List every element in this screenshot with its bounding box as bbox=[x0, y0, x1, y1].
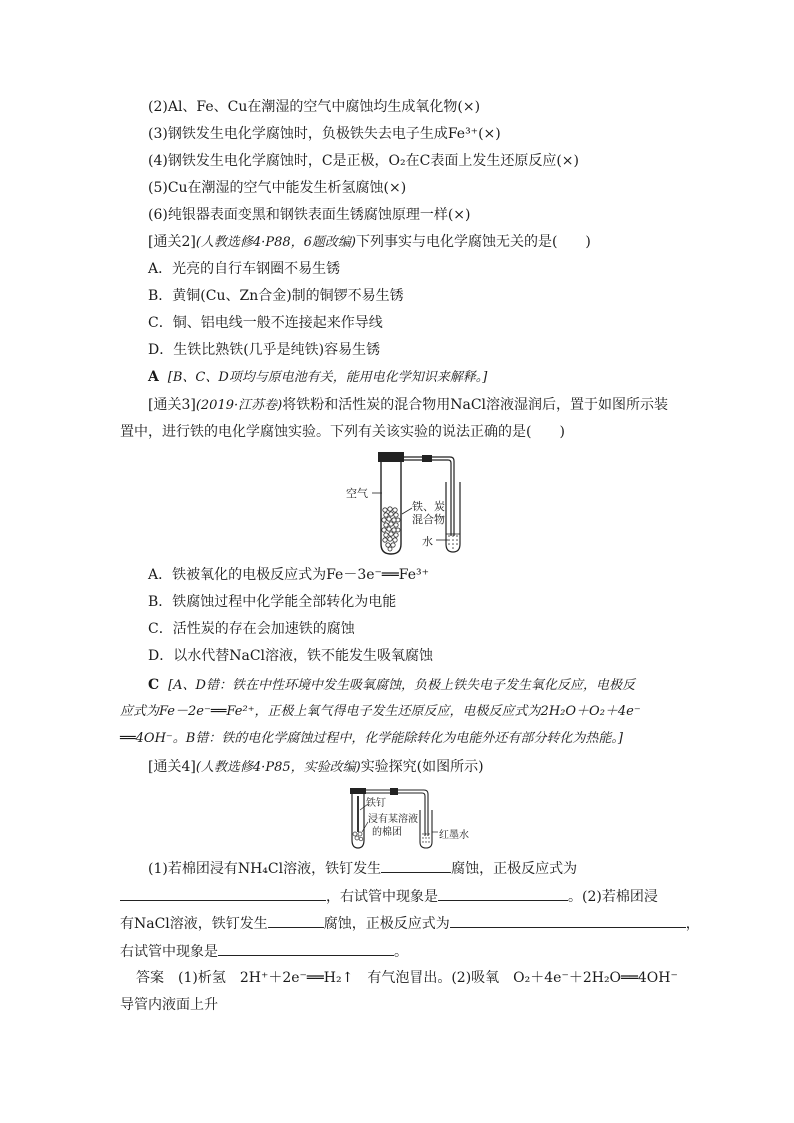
q3-stem-1: 将铁粉和活性炭的混合物用NaCl溶液湿润后，置于如图所示装 bbox=[282, 397, 669, 413]
iron-carbon-mixture bbox=[382, 507, 400, 551]
q3-option-b: B．铁腐蚀过程中化学能全部转化为电能 bbox=[148, 594, 397, 610]
q4-tag: [通关4] bbox=[148, 759, 196, 775]
q4-line2 bbox=[120, 886, 658, 906]
q2-stem: 下列事实与电化学腐蚀无关的是( ) bbox=[355, 234, 591, 250]
nail-experiment-figure bbox=[340, 782, 470, 852]
mix-leader bbox=[402, 508, 412, 514]
water-level bbox=[448, 535, 458, 549]
q3-option-d: D．以水代替NaCl溶液，铁不能发生吸氧腐蚀 bbox=[148, 648, 434, 664]
q3-option-a: A．铁被氧化的电极反应式为Fe－3e⁻══Fe³⁺ bbox=[148, 567, 430, 583]
small-test-tube bbox=[446, 482, 460, 552]
q2-option-a: A．光亮的自行车钢圈不易生锈 bbox=[148, 261, 341, 277]
q3-answer bbox=[148, 676, 635, 695]
q2-option-c: C．铜、铝电线一般不连接起来作导线 bbox=[148, 315, 383, 331]
mix-label-2: 混合物 bbox=[412, 513, 445, 526]
q4-text-3a: 有NaCl溶液，铁钉发生 bbox=[120, 916, 268, 932]
q4-stem: 实验探究(如图所示) bbox=[360, 759, 484, 775]
q4-answer-1: 答案 (1)析氢 2H⁺＋2e⁻══H₂↑ 有气泡冒出。(2)吸氧 O₂＋4e⁻＋2H₂O══4OH⁻ bbox=[136, 970, 678, 986]
q4-text-3b: 腐蚀，正极反应式为 bbox=[323, 916, 450, 932]
q4-answer-2: 导管内液面上升 bbox=[120, 997, 218, 1013]
q4-text-4a: 右试管中现象是 bbox=[120, 944, 218, 960]
q2-answer-letter: A bbox=[148, 369, 159, 385]
q4-line1 bbox=[148, 858, 577, 878]
q3-source: (2019·江苏卷) bbox=[195, 398, 283, 413]
judgement-2: (2)Al、Fe、Cu在潮湿的空气中腐蚀均生成氧化物(×) bbox=[148, 99, 481, 115]
judgement-5: (5)Cu在潮湿的空气中能发生析氢腐蚀(×) bbox=[148, 180, 407, 196]
q4-blank-2[interactable] bbox=[120, 886, 326, 901]
judgement-3: (3)钢铁发生电化学腐蚀时，负极铁失去电子生成Fe³⁺(×) bbox=[148, 126, 501, 142]
q2-option-d: D．生铁比熟铁(几乎是纯铁)容易生锈 bbox=[148, 342, 381, 358]
nail-label: 铁钉 bbox=[366, 798, 386, 809]
cotton-ball bbox=[353, 832, 363, 841]
q3-option-c: C．活性炭的存在会加速铁的腐蚀 bbox=[148, 621, 355, 637]
corrosion-apparatus-figure bbox=[346, 448, 480, 560]
q4-stem-line bbox=[148, 758, 484, 777]
q2-source: (人教选修4·P88，6题改编) bbox=[195, 235, 356, 250]
q3-answer-letter: C bbox=[148, 677, 160, 693]
q2-answer-note: [B、C、D项均与原电池有关，能用电化学知识来解释。] bbox=[167, 370, 488, 385]
q3-answer-note-1: [A、D错：铁在中性环境中发生吸氧腐蚀，负极上铁失电子发生氧化反应，电极反 bbox=[168, 678, 635, 693]
tube-joint bbox=[422, 455, 432, 462]
air-label: 空气 bbox=[346, 487, 368, 500]
red-ink bbox=[422, 833, 429, 842]
q4-text-1b: 腐蚀，正极反应式为 bbox=[451, 861, 578, 877]
q4-line3 bbox=[120, 913, 700, 933]
judgement-6: (6)纯银器表面变黑和钢铁表面生锈腐蚀原理一样(×) bbox=[148, 207, 471, 223]
cotton-label-1: 浸有某溶液 bbox=[368, 814, 418, 825]
q2-tag: [通关2] bbox=[148, 234, 196, 250]
mix-label-1: 铁、炭 bbox=[412, 500, 445, 513]
cotton-label-2: 的棉团 bbox=[372, 827, 402, 838]
q4-blank-5[interactable] bbox=[450, 913, 686, 928]
water-label: 水 bbox=[422, 535, 433, 548]
q4-text-3c: ， bbox=[685, 916, 700, 932]
q4-blank-6[interactable] bbox=[218, 941, 394, 956]
q2-stem-line bbox=[148, 233, 591, 252]
q2-option-b: B．黄铜(Cu、Zn合金)制的铜锣不易生锈 bbox=[148, 288, 404, 304]
q4-text-2a: ，右试管中现象是 bbox=[326, 889, 438, 905]
judgement-4: (4)钢铁发生电化学腐蚀时，C是正极，O₂在C表面上发生还原反应(×) bbox=[148, 153, 579, 169]
q4-blank-4[interactable] bbox=[268, 913, 324, 928]
q3-answer-note-3: ══4OH⁻。B错：铁的电化学腐蚀过程中，化学能除转化为电能外还有部分转化为热能。] bbox=[120, 731, 623, 746]
q3-answer-note-2: 应式为Fe－2e⁻══Fe²⁺，正极上氧气得电子发生还原反应，电极反应式为2H₂O＋O₂＋4e⁻ bbox=[120, 704, 641, 719]
q4-text-2b: 。(2)若棉团浸 bbox=[568, 889, 658, 905]
ink-label: 红墨水 bbox=[439, 830, 469, 841]
q2-answer bbox=[148, 368, 487, 387]
q4-text-4b: 。 bbox=[394, 944, 408, 960]
q3-stem-line1 bbox=[148, 396, 668, 415]
q4-line4 bbox=[120, 941, 408, 961]
q4-blank-1[interactable] bbox=[381, 858, 451, 873]
q4-blank-3[interactable] bbox=[438, 886, 568, 901]
q4-source: (人教选修4·P85，实验改编) bbox=[195, 760, 361, 775]
q3-stem-line2: 置中，进行铁的电化学腐蚀实验。下列有关该实验的说法正确的是( ) bbox=[120, 424, 565, 440]
q3-tag: [通关3] bbox=[148, 397, 196, 413]
q4-text-1a: (1)若棉团浸有NH₄Cl溶液，铁钉发生 bbox=[148, 861, 382, 877]
